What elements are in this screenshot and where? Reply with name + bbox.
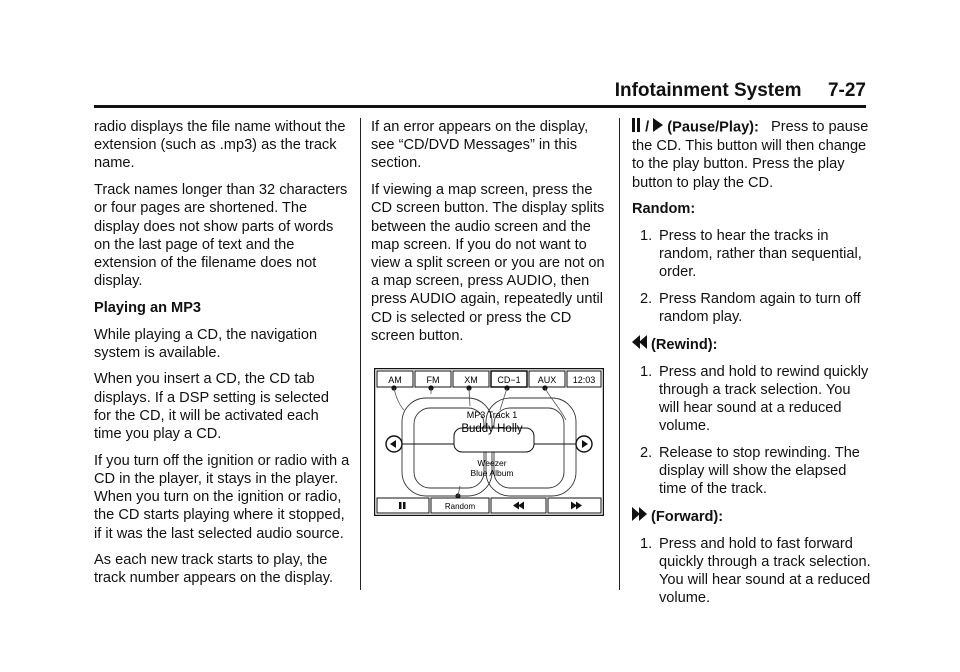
list-item: 1. Press and hold to rewind quickly through a track selection. You will hear sound at a reduced volume. <box>640 363 869 435</box>
page-header <box>94 80 866 106</box>
paragraph: While playing a CD, the navigation system is available. <box>94 326 318 361</box>
pause-icon <box>632 118 641 137</box>
rewind-label: (Rewind): <box>651 336 718 353</box>
forward-label: (Forward): <box>651 508 724 525</box>
paragraph: If an error appears on the display, see “CD/DVD Messages” in this section. <box>371 119 589 172</box>
pause-play-label: (Pause/Play): <box>667 119 759 136</box>
paragraph: If you turn off the ignition or radio with a CD in the player, it stays in the player. When you turn on the ignition or radio, the CD starts playing where it stopped, if it was the last selected audio source. <box>94 452 350 542</box>
cd-screen-illustration <box>374 368 604 516</box>
column-2 <box>371 118 607 353</box>
tab-label: FM <box>426 375 440 385</box>
paragraph: If viewing a map screen, press the CD screen button. The display splits between the audio screen and the map screen. If you do not want to view a split screen or you are not on a map screen, press AUDIO, then press AUDIO again, repeatedly until CD is selected or press the CD screen button. <box>371 182 605 344</box>
play-icon <box>653 118 663 137</box>
rewind-icon <box>632 335 648 354</box>
list-item: 2. Press Random again to turn off random play. <box>640 291 861 326</box>
pause-play-desc: Press to pause the CD. This button will then change to the play button. Press the play button to play the CD. <box>632 119 869 191</box>
paragraph: Track names longer than 32 characters or four pages are shortened. The display does not show parts of words on the last page of text and the extension of the filename does not display. <box>94 182 348 290</box>
paragraph: As each new track starts to play, the track number appears on the display. <box>94 552 334 587</box>
artist-name: Buddy Holly <box>461 423 523 435</box>
transport-bar <box>377 498 601 513</box>
random-heading: Random: <box>632 201 696 218</box>
rewind-steps <box>632 363 872 499</box>
album-name: Blue Album <box>470 468 514 478</box>
source-tabs <box>377 371 601 387</box>
list-item: 1. Press to hear the tracks in random, rather than sequential, order. <box>640 228 862 281</box>
random-label: Random <box>444 502 476 511</box>
tab-label: AUX <box>537 375 557 385</box>
column-divider <box>619 118 620 590</box>
paragraph: When you insert a CD, the CD tab displays. If a DSP setting is selected for the CD, it will be activated each time you play a CD. <box>94 371 329 443</box>
rewind-entry <box>632 335 872 354</box>
paragraph: radio displays the file name without the extension (such as .mp3) as the track name. <box>94 119 346 172</box>
seek-right-icon[interactable] <box>576 436 592 452</box>
slash-separator: / <box>645 119 650 136</box>
fast-forward-icon <box>632 507 648 526</box>
list-item: 1. Press and hold to fast forward quickly through a track selection. You will hear sound at a reduced volume. <box>640 535 871 607</box>
clock-text: 12:03 <box>572 375 596 385</box>
track-name: MP3 Track 1 <box>466 410 518 420</box>
tab-label: XM <box>464 375 478 385</box>
section-heading: Playing an MP3 <box>94 299 202 316</box>
column-divider <box>360 118 361 590</box>
column-1 <box>94 118 350 596</box>
column-3 <box>632 118 872 616</box>
tab-label: AM <box>388 375 402 385</box>
seek-left-icon[interactable] <box>386 436 402 452</box>
pause-play-entry <box>632 118 872 192</box>
section-title: Infotainment System <box>614 80 802 101</box>
album-artist: Weezer <box>477 458 507 468</box>
forward-entry <box>632 507 872 526</box>
forward-steps <box>632 535 872 608</box>
header-rule <box>94 105 866 108</box>
page-title <box>615 80 866 102</box>
list-item: 2. Release to stop rewinding. The display will show the elapsed time of the track. <box>640 445 860 498</box>
tab-label: CD−1 <box>497 375 521 385</box>
cd-screen-svg <box>374 368 604 516</box>
random-steps <box>632 227 872 327</box>
page-number: 7-27 <box>827 80 866 101</box>
